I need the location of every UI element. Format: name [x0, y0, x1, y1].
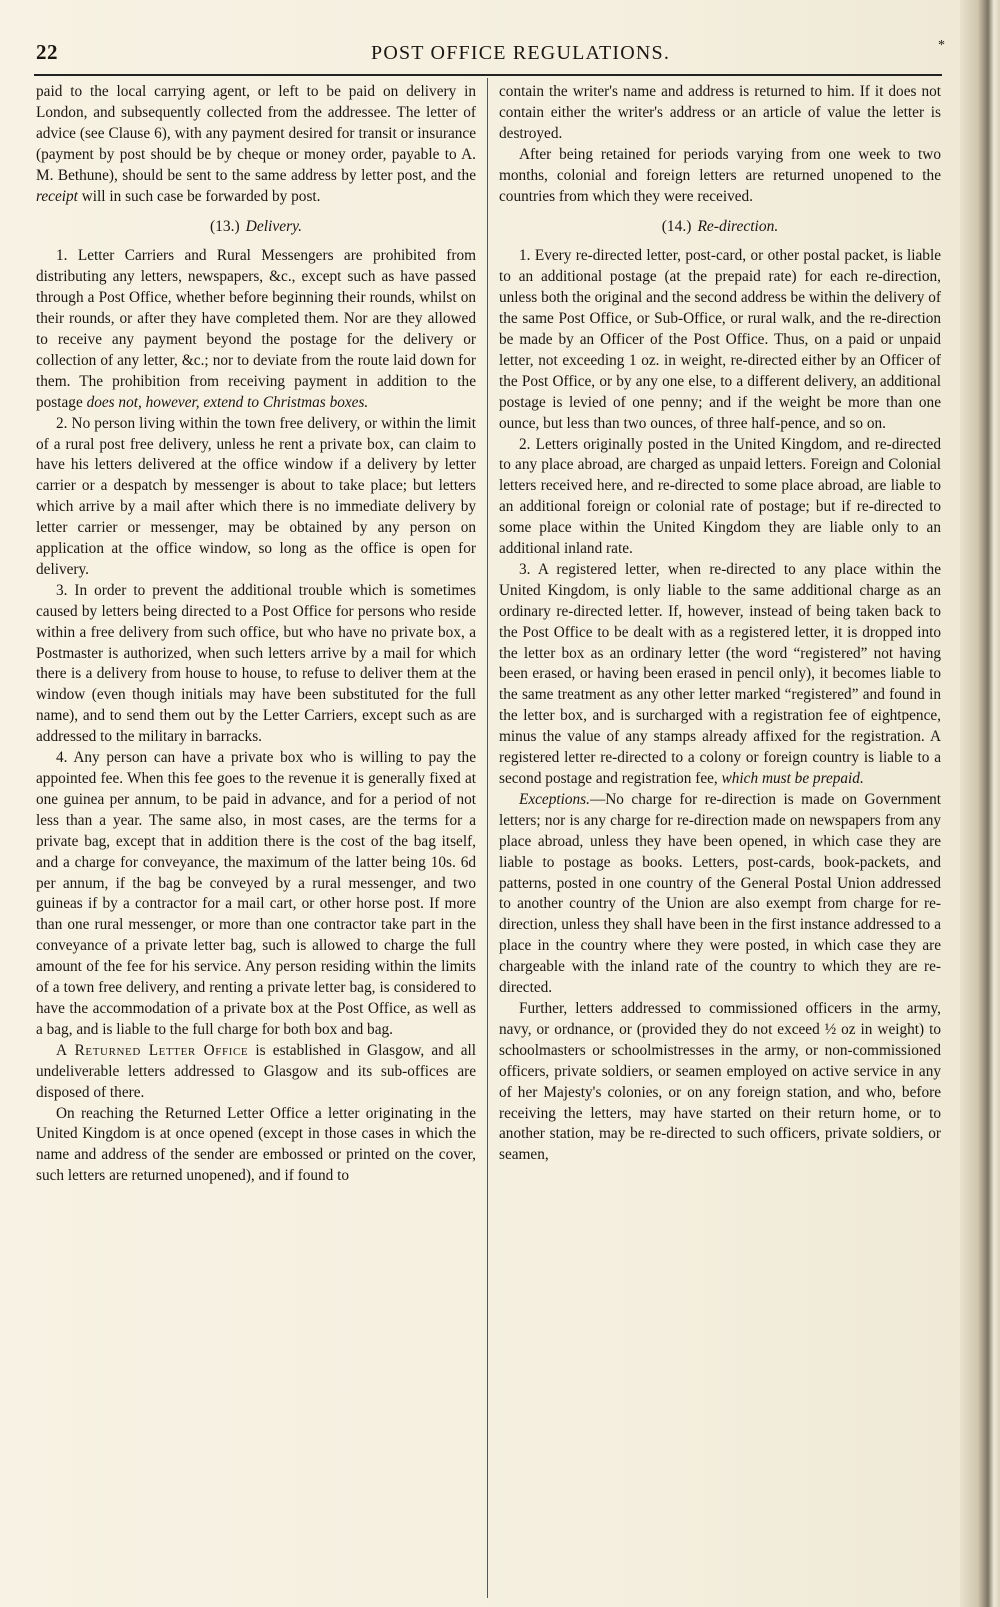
- section-number: (14.): [661, 218, 692, 236]
- paragraph: [36, 246, 476, 413]
- running-title: POST OFFICE REGULATIONS.: [371, 42, 671, 64]
- paragraph-text: is established in Glasgow, and all undeliverable letters addressed to Glasgow and its sub-offices are disposed of there.: [36, 1041, 476, 1101]
- paragraph-text: 1. Letter Carriers and Rural Messengers are prohibited from distributing any letters, newspapers, &c., except such as have passed through a Post Office, whether before beginning their rounds, whilst on their rounds, or after they have completed them. Nor are they allowed to receive any payment beyond the postage for the delivery or collection of any letter, &c.; nor to deviate from the route laid down for them. The prohibition from receiving payment in addition to the postage: [36, 247, 476, 411]
- paragraph: 4. Any person can have a private box who is willing to pay the appointed fee. When this fee goes to the revenue it is generally fixed at one guinea per annum, to be paid in advance, and for a period of not less than a year. The same also, in most cases, are the terms for a private bag, except that in addition there is the cost of the bag itself, and a charge for conveyance, the maximum of the latter being 10s. 6d per annum, if the bag be conveyed by a rural messenger, and two guineas if by a contractor for a mail cart, or other horse post. If more than one rural messenger, or more than one contractor take part in the conveyance of a private letter bag, such is allowed to charge the full amount of the fee for his service. Any person residing within the limits of a town free delivery, and renting a private letter bag, is considered to have the accommodation of a private box at the Post Office, as well as a bag, and is liable to the full charge for both box and bag.: [36, 749, 476, 1038]
- small-caps-lead: A Returned Letter Office: [56, 1041, 249, 1059]
- header-rule: [34, 74, 942, 76]
- emphasis-text: Exceptions.: [519, 790, 590, 808]
- paragraph-text: will in such case be forwarded by post.: [81, 187, 321, 205]
- paragraph-text: 3. A registered letter, when re-directed to any place within the United Kingdom, is only liable to the same additional charge as an ordinary re-directed letter. If, however, instead of being taken back to the Post Office to be dealt with as a registered letter, it is dropped into the letter box as an ordinary letter (the word “registered” not having been erased, or having been erased in pencil only), it becomes liable to the same treatment as any other letter marked “registered” and found in the letter box, and is surcharged with a registration fee of eightpence, minus the value of any stamps already affixed for the registration. A registered letter re-directed to a colony or foreign country is liable to a second postage and registration fee,: [499, 560, 941, 787]
- paragraph: 1. Every re-directed letter, post-card, or other postal packet, is liable to an additional postage (at the prepaid rate) for each re-direction, unless both the original and the second address be within the delivery of the same Post Office, or Sub-Office, or rural walk, and the re-direction be made by an Officer of the Post Office. Thus, on a paid or unpaid letter, not exceeding 1 oz. in weight, re-directed either by an Officer of the Post Office, or by any one else, to a different delivery, an additional postage is levied of one penny; and if the weight be more than one ounce, but less than two ounces, of three half-pence, and so on.: [499, 247, 941, 432]
- emphasis-text: receipt: [36, 187, 78, 205]
- section-heading-redirection: [499, 217, 941, 238]
- emphasis-text: which must be prepaid.: [721, 770, 864, 787]
- column-divider: [487, 78, 488, 1598]
- page-number: 22: [36, 40, 58, 64]
- paragraph: On reaching the Returned Letter Office a letter originating in the United Kingdom is at once opened (except in those cases in which the name and address of the sender are embossed or printed on the cover, such letters are returned unopened), and if found to: [36, 1104, 476, 1185]
- left-column: [36, 82, 476, 1597]
- section-title: Delivery.: [245, 218, 303, 236]
- book-spine: [960, 0, 1000, 1607]
- paragraph-text: paid to the local carrying agent, or left to be paid on delivery in London, and subsequently collected from the addressee. The letter of advice (see Clause 6), with any payment desired for transit or insurance (payment by post should be by cheque or money order, payable to A. M. Bethune), should be sent to the same address by letter post, and the: [36, 83, 476, 184]
- paragraph: After being retained for periods varying from one week to two months, colonial and foreign letters are returned unopened to the countries from which they were received.: [499, 145, 941, 205]
- section-number: (13.): [209, 218, 240, 236]
- header-marker: *: [938, 38, 945, 53]
- paragraph: 2. No person living within the town free delivery, or within the limit of a rural post free delivery, unless he rent a private box, can claim to have his letters delivered at the office window if a delivery by letter carrier or a despatch by messenger is about to take place; but letters which arrive by a mail after which there is no immediate delivery by letter carrier or messenger, may be obtained by any person on application at the office window, so long as the office is open for delivery.: [36, 414, 476, 578]
- paragraph: [499, 560, 941, 790]
- paragraph: [36, 1041, 476, 1104]
- page-header: [36, 30, 945, 66]
- paragraph: [499, 790, 941, 999]
- paragraph: [36, 82, 476, 207]
- paragraph: 2. Letters originally posted in the United Kingdom, and re-directed to any place abroad, are charged as unpaid letters. Foreign and Colonial letters received here, and re-directed to some place abroad, are liable to an additional foreign or colonial rate of postage; but if re-directed to some place within the United Kingdom they are liable only to an additional inland rate.: [499, 435, 941, 558]
- section-title: Re-direction.: [697, 218, 779, 236]
- right-column: [499, 82, 941, 1597]
- emphasis-text: does not, however, extend to Christmas boxes.: [86, 393, 369, 411]
- paragraph: contain the writer's name and address is returned to him. If it does not contain either the writer's address or an article of value the letter is destroyed.: [499, 83, 941, 142]
- paragraph: Further, letters addressed to commissioned officers in the army, navy, or ordnance, or (provided they do not exceed ½ oz in weight) to schoolmasters or schoolmistresses in the army, or non-commissioned officers, private soldiers, or seamen employed on active service in any of her Majesty's colonies, or on any foreign station, and who, before receiving the letters, may have started on their return home, or to another station, may be re-directed to such officers, private soldiers, or seamen,: [499, 999, 941, 1164]
- section-heading-delivery: [36, 217, 476, 238]
- paragraph: 3. In order to prevent the additional trouble which is sometimes caused by letters being directed to a Post Office for persons who reside within a free delivery from such office, but who have no private box, a Postmaster is authorized, when such letters arrive by a mail for which there is a delivery from house to house, to refuse to deliver them at the window (even though initials may have been substituted for the full name), and to send them out by the Letter Carriers, except such as are addressed to the military in barracks.: [36, 581, 476, 746]
- paragraph-text: —No charge for re-direction is made on Government letters; nor is any charge for re-direction made on newspapers from any place abroad, unless they have been opened, in which case they are liable to postage as books. Letters, post-cards, book-packets, and patterns, posted in one country of the General Postal Union addressed to another country of the Union are also exempt from charge for re-direction, unless they shall have been in the first instance addressed to a place in the country where they were posted, in which case they are chargeable with the inland rate of the country to which they are re-directed.: [499, 790, 941, 997]
